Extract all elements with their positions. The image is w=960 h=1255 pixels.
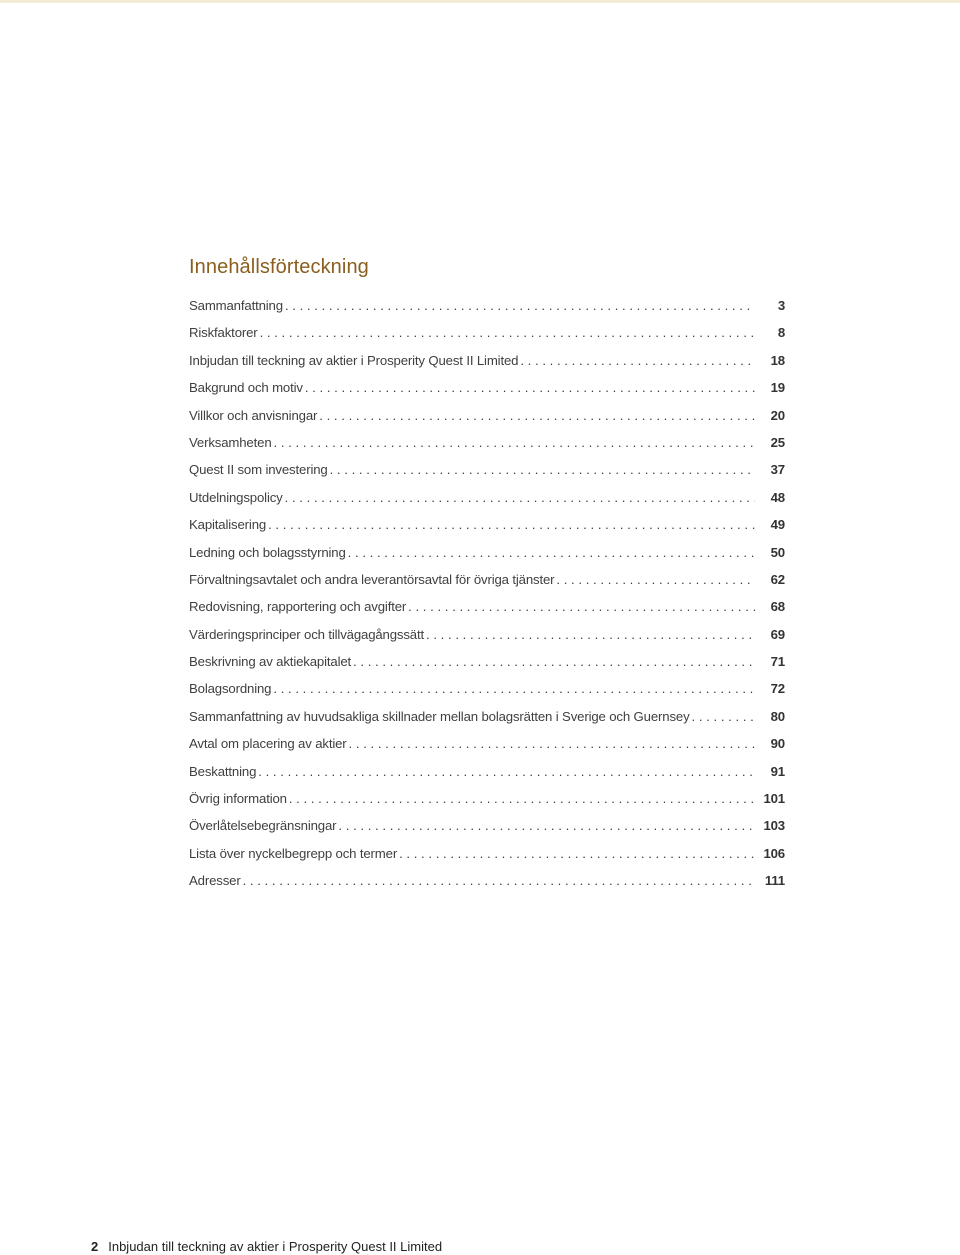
toc-entry-page: 101 — [763, 791, 785, 807]
toc-entry[interactable] — [189, 736, 785, 763]
toc-entry[interactable] — [189, 408, 785, 435]
toc-entry-label: Adresser — [189, 873, 241, 889]
toc-leader-dots — [426, 627, 755, 642]
toc-entry[interactable] — [189, 490, 785, 517]
toc-title: Innehållsförteckning — [189, 256, 369, 278]
toc-entry[interactable] — [189, 599, 785, 626]
toc-entry[interactable] — [189, 325, 785, 352]
toc-entry[interactable] — [189, 380, 785, 407]
toc-leader-dots — [289, 791, 755, 806]
toc-entry[interactable] — [189, 435, 785, 462]
toc-leader-dots — [285, 490, 755, 505]
toc-entry-label: Quest II som investering — [189, 462, 328, 478]
toc-entry[interactable] — [189, 681, 785, 708]
toc-entry-label: Beskrivning av aktiekapitalet — [189, 654, 352, 670]
toc-entry[interactable] — [189, 572, 785, 599]
toc-entry-page: 19 — [770, 380, 785, 396]
toc-entry-label: Lista över nyckelbegrepp och termer — [189, 845, 398, 861]
toc-entry-page: 48 — [770, 489, 785, 505]
toc-entry-label: Förvaltningsavtalet och andra leverantörsavtal för övriga tjänster — [189, 571, 555, 587]
toc-entry-page: 50 — [770, 544, 785, 560]
toc-leader-dots — [260, 325, 755, 340]
toc-entry-page: 69 — [770, 626, 785, 642]
toc-entry-label: Kapitalisering — [189, 517, 267, 533]
toc-entry-label: Bolagsordning — [189, 681, 272, 697]
toc-leader-dots — [305, 380, 755, 395]
toc-entry-label: Ledning och bolagsstyrning — [189, 544, 346, 560]
toc-entry-label: Avtal om placering av aktier — [189, 736, 347, 752]
toc-entry-label: Beskattning — [189, 763, 257, 779]
toc-entry[interactable] — [189, 709, 785, 736]
toc-entry-page: 106 — [763, 845, 785, 861]
toc-leader-dots — [349, 736, 755, 751]
toc-leader-dots — [348, 545, 755, 560]
toc-entry[interactable] — [189, 873, 785, 900]
toc-entry-label: Redovisning, rapportering och avgifter — [189, 599, 407, 615]
toc-entry-label: Inbjudan till teckning av aktier i Prosperity Quest II Limited — [189, 352, 519, 368]
toc-entry[interactable] — [189, 627, 785, 654]
toc-entry-page: 91 — [770, 763, 785, 779]
toc-entry[interactable] — [189, 846, 785, 873]
toc-entry-label: Värderingsprinciper och tillvägagångssätt — [189, 626, 425, 642]
toc-leader-dots — [274, 435, 755, 450]
toc-leader-dots — [399, 846, 755, 861]
toc-entry[interactable] — [189, 298, 785, 325]
page-footer — [91, 1239, 442, 1254]
toc-entry[interactable] — [189, 353, 785, 380]
toc-entry-page: 90 — [770, 736, 785, 752]
toc-leader-dots — [692, 709, 755, 724]
toc-leader-dots — [319, 408, 755, 423]
toc-entry-page: 62 — [770, 571, 785, 587]
toc-entry[interactable] — [189, 818, 785, 845]
toc-leader-dots — [556, 572, 755, 587]
toc-entry[interactable] — [189, 462, 785, 489]
footer-document-title: Inbjudan till teckning av aktier i Prosperity Quest II Limited — [108, 1239, 443, 1254]
toc-leader-dots — [273, 681, 755, 696]
toc-entry-page: 71 — [770, 654, 785, 670]
toc-entry-label: Riskfaktorer — [189, 325, 258, 341]
toc-leader-dots — [408, 599, 755, 614]
toc-entry-page: 8 — [777, 325, 785, 341]
toc-entry-page: 111 — [764, 873, 785, 889]
toc-entry-page: 72 — [770, 681, 785, 697]
toc-entry-label: Bakgrund och motiv — [189, 380, 303, 396]
toc-list — [189, 298, 785, 901]
toc-entry-page: 20 — [770, 407, 785, 423]
toc-entry[interactable] — [189, 764, 785, 791]
toc-entry-page: 49 — [770, 517, 785, 533]
toc-leader-dots — [285, 298, 755, 313]
toc-entry-page: 80 — [770, 708, 785, 724]
toc-entry-label: Verksamheten — [189, 434, 272, 450]
toc-entry-page: 68 — [770, 599, 785, 615]
top-border — [0, 0, 960, 3]
toc-entry-label: Sammanfattning — [189, 298, 283, 313]
toc-entry-label: Övrig information — [189, 791, 287, 807]
toc-entry-page: 18 — [770, 352, 785, 368]
toc-entry-page: 37 — [770, 462, 785, 478]
toc-leader-dots — [243, 873, 755, 888]
toc-entry-label: Överlåtelsebegränsningar — [189, 818, 337, 834]
toc-leader-dots — [338, 818, 755, 833]
toc-leader-dots — [268, 517, 755, 532]
toc-entry-label: Sammanfattning av huvudsakliga skillnader mellan bolagsrätten i Sverige och Guernsey — [189, 708, 690, 724]
toc-entry[interactable] — [189, 654, 785, 681]
toc-leader-dots — [353, 654, 755, 669]
toc-leader-dots — [520, 353, 755, 368]
toc-entry[interactable] — [189, 517, 785, 544]
toc-entry-page: 103 — [763, 818, 785, 834]
toc-entry[interactable] — [189, 791, 785, 818]
toc-leader-dots — [258, 764, 755, 779]
toc-entry-label: Villkor och anvisningar — [189, 407, 318, 423]
toc-entry-label: Utdelningspolicy — [189, 489, 283, 505]
toc-entry-page: 25 — [770, 434, 785, 450]
toc-leader-dots — [330, 462, 755, 477]
toc-entry-page: 3 — [777, 298, 785, 313]
footer-page-number: 2 — [91, 1239, 99, 1254]
toc-entry[interactable] — [189, 545, 785, 572]
